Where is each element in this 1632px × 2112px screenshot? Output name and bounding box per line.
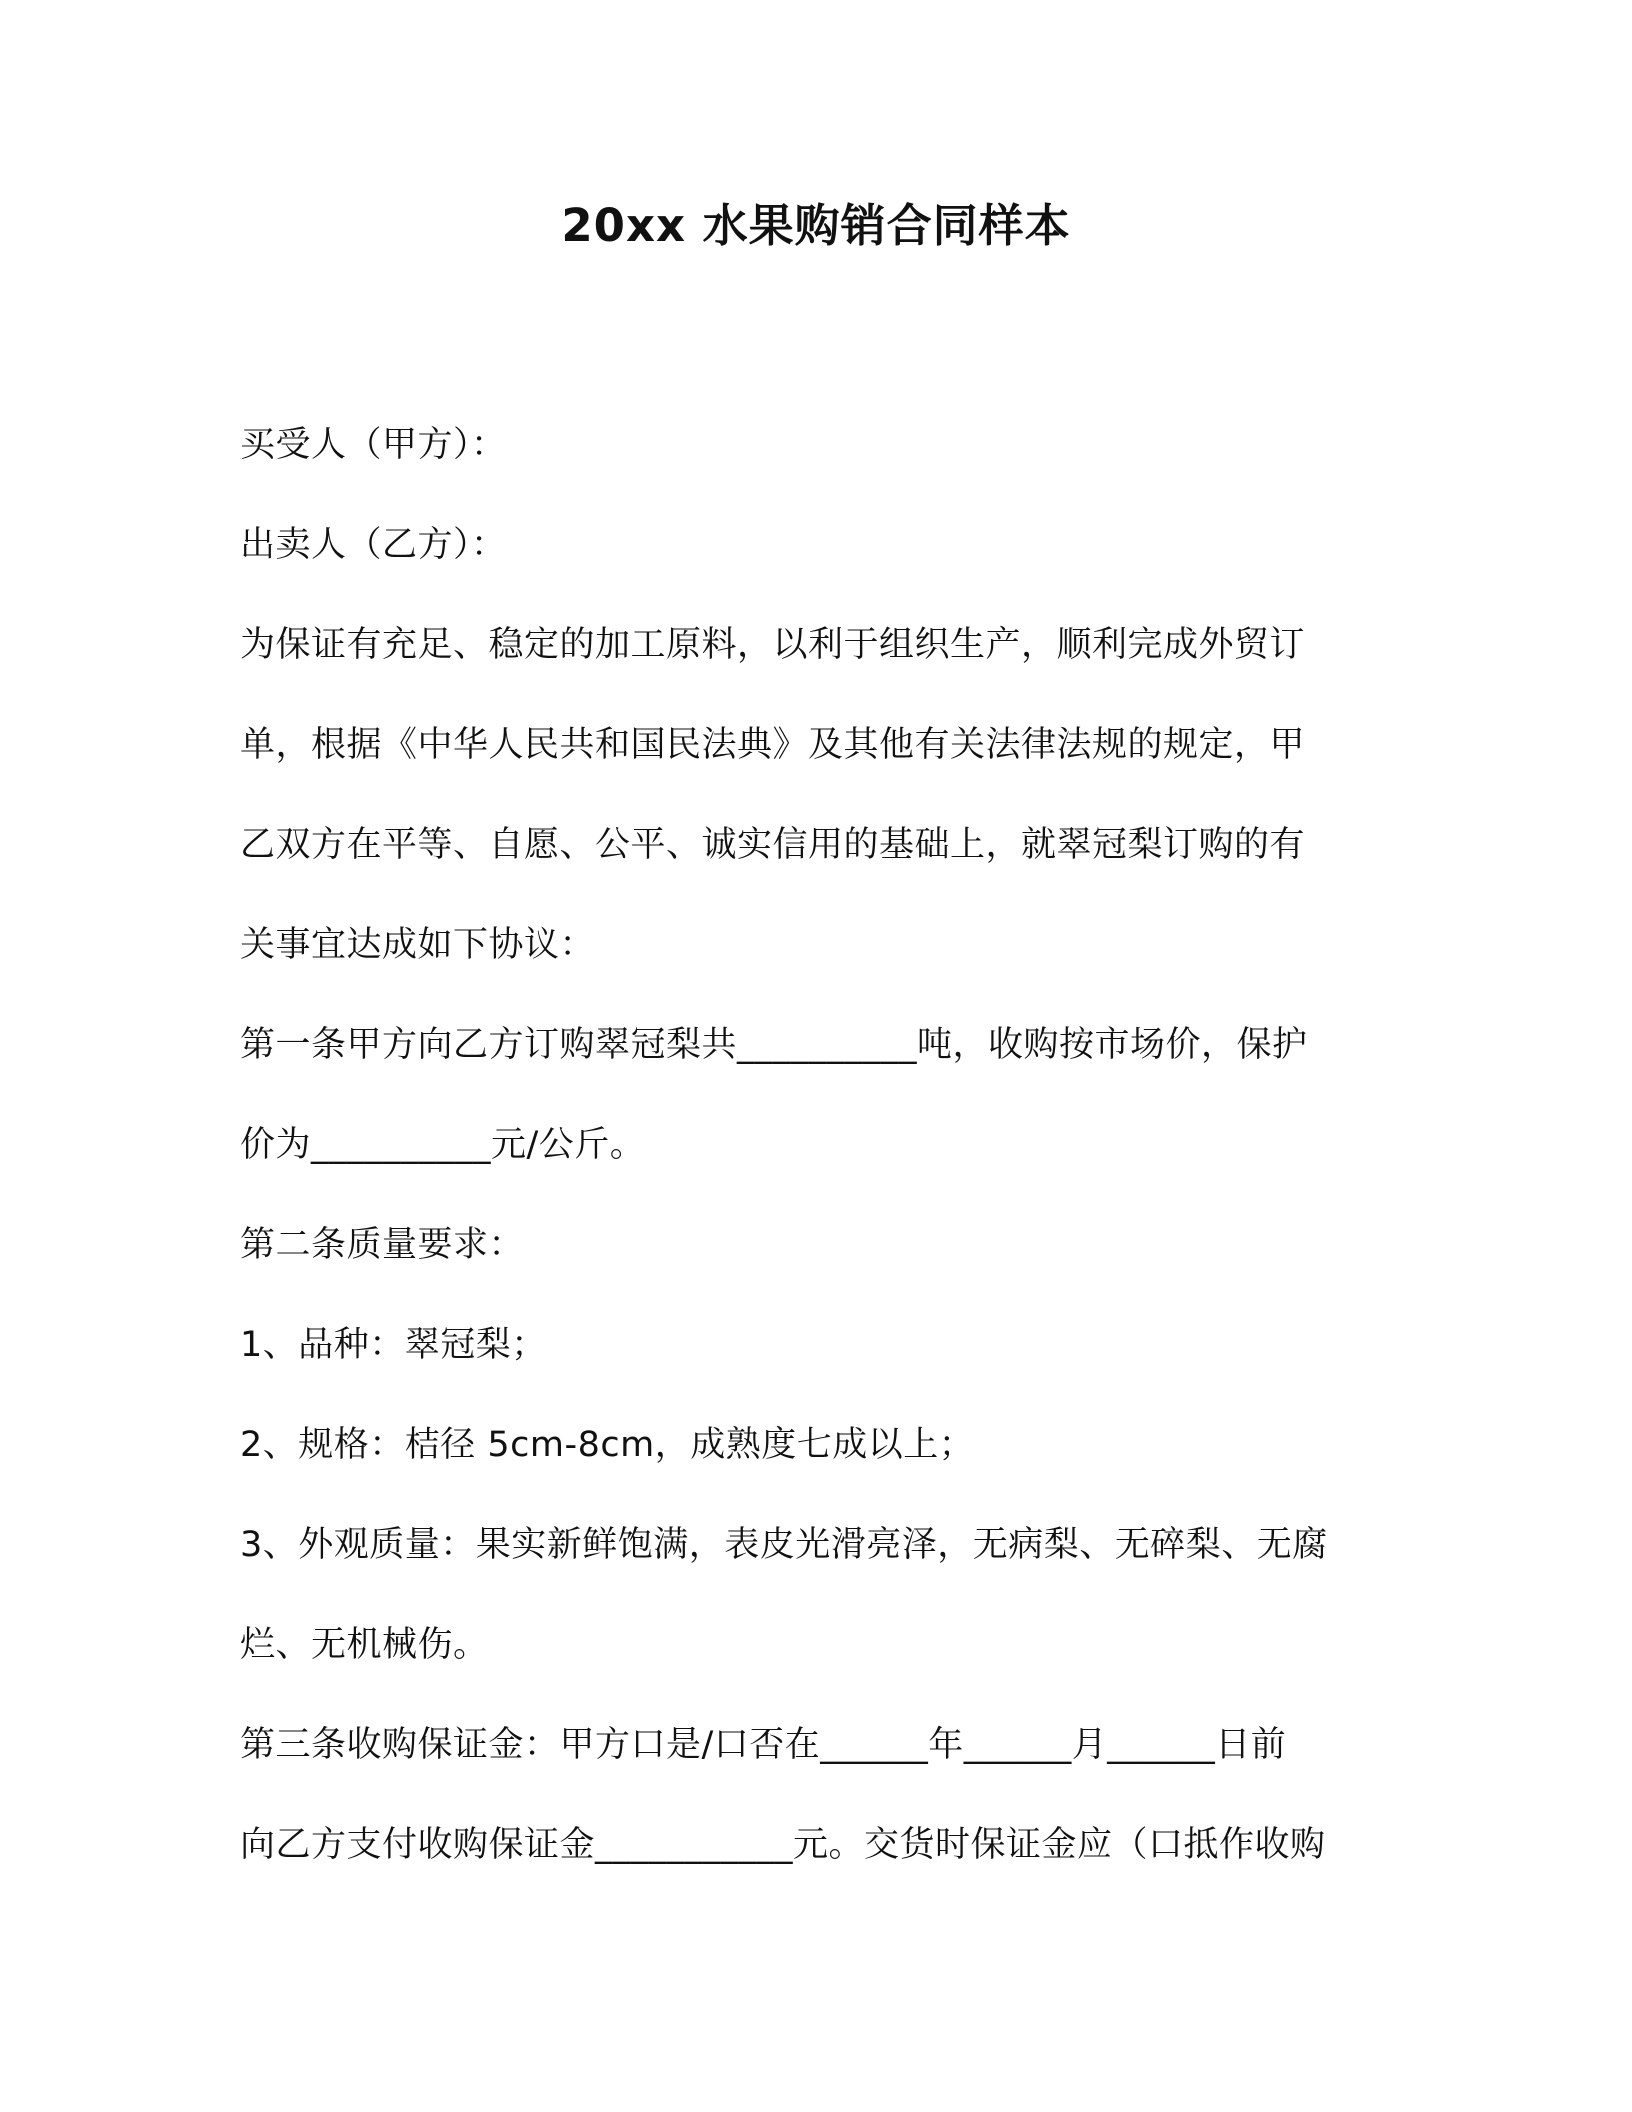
- article-2-item-3-line-2: 烂、无机械伤。: [240, 1625, 489, 1665]
- contract-body: [240, 420, 1380, 1920]
- article-2-item-3-line-1: 3、外观质量：果实新鲜饱满，表皮光滑亮泽，无病梨、无碎梨、无腐: [240, 1525, 1328, 1565]
- preamble-line-2: 单，根据《中华人民共和国民法典》及其他有关法律法规的规定，甲: [240, 725, 1306, 765]
- article-3-line-1: 第三条收购保证金：甲方口是/口否在______年______月______日前: [240, 1725, 1287, 1765]
- preamble-line-3: 乙双方在平等、自愿、公平、诚实信用的基础上，就翠冠梨订购的有: [240, 825, 1306, 865]
- article-2-item-2: 2、规格：桔径 5cm-8cm，成熟度七成以上；: [240, 1425, 975, 1465]
- article-2-item-1: 1、品种：翠冠梨；: [240, 1325, 547, 1365]
- article-3-line-2: 向乙方支付收购保证金___________元。交货时保证金应（口抵作收购: [240, 1825, 1326, 1865]
- preamble-line-1: 为保证有充足、稳定的加工原料，以利于组织生产，顺利完成外贸订: [240, 625, 1306, 665]
- buyer-line: 买受人（甲方）：: [240, 425, 507, 465]
- article-2-heading: 第二条质量要求：: [240, 1225, 525, 1265]
- article-1-line-1: 第一条甲方向乙方订购翠冠梨共__________吨，收购按市场价，保护: [240, 1025, 1308, 1065]
- preamble-line-4: 关事宜达成如下协议：: [240, 925, 596, 965]
- document-title: 20xx 水果购销合同样本: [561, 199, 1071, 252]
- seller-line: 出卖人（乙方）：: [240, 525, 507, 565]
- article-1-line-2: 价为__________元/公斤。: [240, 1125, 646, 1165]
